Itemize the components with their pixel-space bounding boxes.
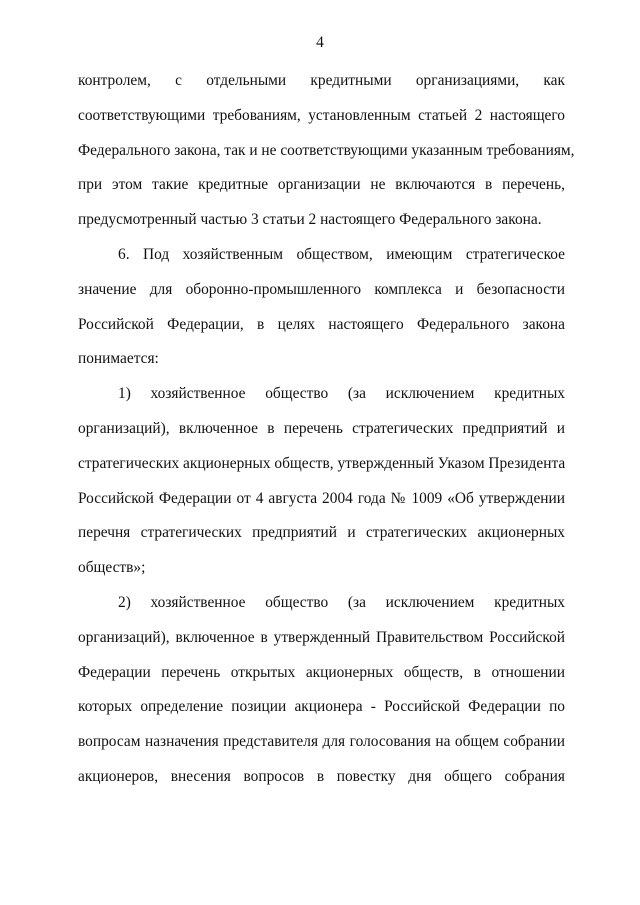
paragraph-6-heading-line: 6. Под хозяйственным обществом, имеющим стратегическое — [118, 245, 565, 263]
text-line: контролем, с отдельными кредитными организациями, как — [78, 72, 565, 89]
text-line: обществ»; — [78, 559, 146, 577]
text-line: Российской Федерации от 4 августа 2004 года № 1009 «Об утверждении — [78, 489, 565, 507]
list-item-1-first-line: 1) хозяйственное общество (за исключением кредитных — [118, 385, 565, 403]
text-line: Российской Федерации, в целях настоящего Федерального закона — [78, 315, 565, 333]
text-line: вопросам назначения представителя для голосования на общем собрании — [78, 733, 565, 751]
document-body — [78, 64, 575, 795]
text-line: организаций), включенное в утвержденный Правительством Российской — [78, 628, 565, 646]
text-line: которых определение позиции акционера - Российской Федерации по — [78, 698, 565, 716]
text-line: организаций), включенное в перечень стратегических предприятий и — [78, 419, 565, 437]
list-item-2-first-line: 2) хозяйственное общество (за исключением кредитных — [118, 593, 565, 611]
text-line: перечня стратегических предприятий и стратегических акционерных — [78, 524, 565, 542]
text-line: стратегических акционерных обществ, утвержденный Указом Президента — [78, 454, 566, 472]
text-line: понимается: — [78, 350, 159, 368]
page-number: 4 — [316, 34, 324, 51]
text-line: Федерального закона, так и не соответствующими указанным требованиям, — [78, 141, 575, 159]
text-line: значение для оборонно-промышленного комплекса и безопасности — [78, 280, 565, 298]
text-line: акционеров, внесения вопросов в повестку дня общего собрания — [78, 767, 565, 785]
text-line: соответствующими требованиям, установленным статьей 2 настоящего — [78, 106, 565, 124]
text-line: Федерации перечень открытых акционерных обществ, в отношении — [78, 663, 565, 681]
text-line: при этом такие кредитные организации не включаются в перечень, — [78, 176, 565, 194]
text-line: предусмотренный частью 3 статьи 2 настоящего Федерального закона. — [78, 211, 542, 229]
